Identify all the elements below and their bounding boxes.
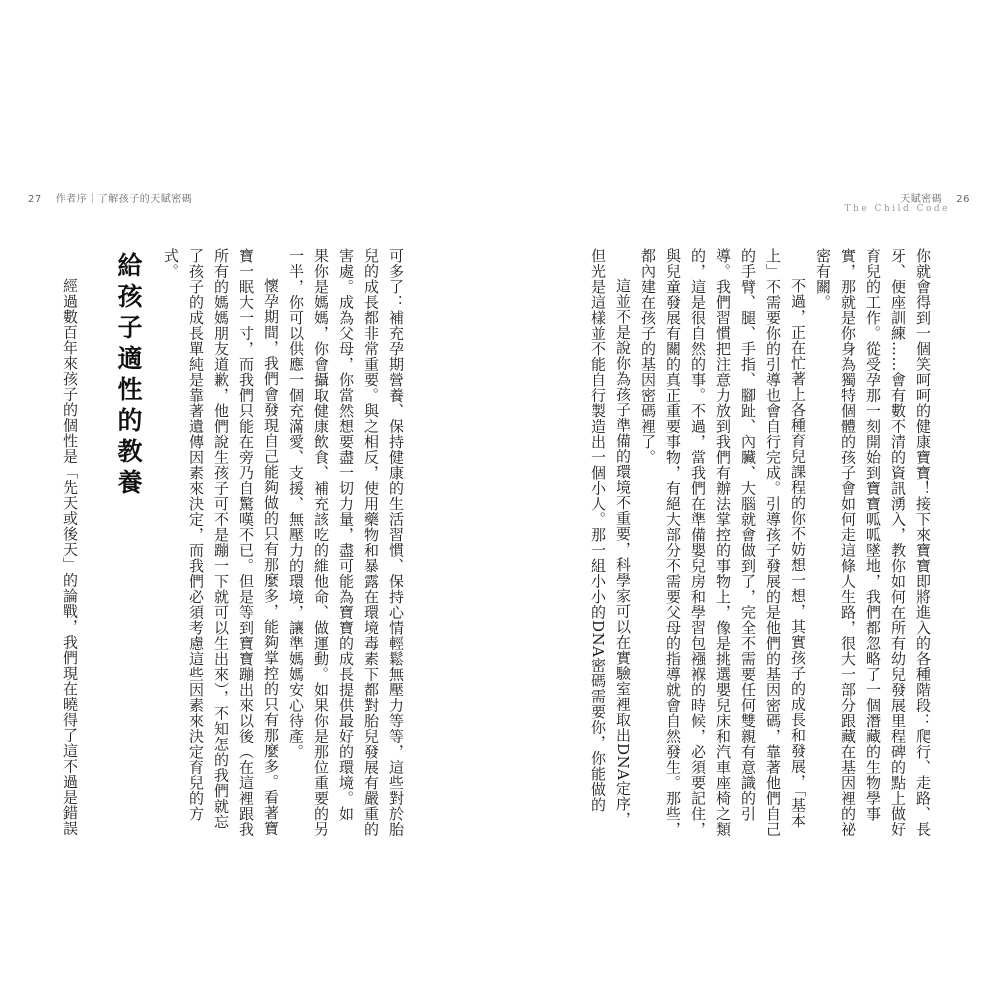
right-running-title: 天賦密碼 — [900, 194, 943, 205]
left-page-number: 27 — [28, 194, 42, 205]
text-column: 了孩子的成長單純是靠著遺傳因素來決定，而我們必須考慮這些因素來決定育兒的方 — [187, 248, 205, 822]
text-column: 與兒童發展有關的真正重要事物，有絕大部分不需要父母的指導就會自然發生。那些， — [664, 248, 682, 837]
text-column: 所有的媽媽朋友道歉，他們說生孩子可不是蹦一下就可以生出來），不知怎的我們就忘 — [212, 248, 230, 830]
right-running-title-english: The Child Code — [844, 204, 950, 214]
text-column: 實，那就是你身為獨特個體的孩子會如何走這條人生路，很大一部分跟藏在基因裡的祕 — [839, 248, 857, 837]
text-column: 上」不需要你的引導也會自行完成。引導孩子發展的是他們的基因密碼，靠著他們自己 — [764, 248, 782, 837]
text-column: 寶一眠大一寸，而我們只能在旁乃自驚嘆不已。但是等到寶寶蹦出來以後（在這裡跟我 — [237, 248, 255, 837]
text-column: 懷孕期間，我們會發現自己能夠做的只有那麼多，能夠掌控的只有那麼多。看著寶 — [262, 278, 280, 836]
text-column: 導。我們習慣把注意力放到我們有辦法掌控的事物上，像是挑選嬰兒床和汽車座椅之類 — [714, 248, 732, 837]
text-column: 都內建在孩子的基因密碼裡了。 — [639, 248, 657, 465]
text-column: 經過數百年來孩子的個性是「先天或後天」的論戰，我們現在曉得了這不過是錯誤 — [61, 278, 79, 836]
text-column: 兒的成長都非常重要。與之相反，使用藥物和暴露在環境毒素下都對胎兒發展有嚴重的 — [362, 248, 380, 837]
text-column: 式。 — [162, 248, 180, 279]
text-column: 的，這是很自然的事。不過，當我們在準備嬰兒房和學習包襁褓的時候，必須要記住， — [689, 248, 707, 837]
text-column: 但光是這樣並不能自行製造出一個小人。那一組小小的DNA密碼需要你，你能做的 — [589, 248, 607, 813]
text-column: 害處。成為父母，你當然想要盡一切力量，盡可能為寶寶的成長提供最好的環境。如 — [337, 248, 355, 822]
left-page-header — [28, 190, 192, 205]
text-column: 的手臂、腿、手指、腳趾、內臟、大腦就會做到了，完全不需要任何雙親有意識的引 — [739, 248, 757, 822]
text-column: 這並不是說你為孩子準備的環境不重要，科學家可以在實驗室裡取出DNA定序， — [614, 278, 632, 827]
text-column: 不過，正在忙著上各種育兒課程的你不妨想一想，其實孩子的成長和發展，「基本 — [789, 278, 807, 829]
right-page-number: 26 — [956, 194, 970, 205]
text-column: 育兒的工作。從受孕那一刻開始到寶寶呱呱墜地，我們都忽略了一個潛藏的生物學事 — [864, 248, 882, 822]
text-column: 一半，你可以供應一個充滿愛、支援、無壓力的環境，讓準媽媽安心待產。 — [287, 248, 305, 760]
text-column: 你就會得到一個笑呵呵的健康寶寶！接下來寶寶即將進入的各種階段：爬行、走路、長 — [914, 248, 932, 837]
right-page-header — [900, 190, 970, 205]
text-column: 牙、便座訓練……會有數不清的資訊湧入，教你如何在所有幼兒發展里程碑的點上做好 — [889, 248, 907, 837]
text-column: 可多了：補充孕期營養、保持健康的生活習慣、保持心情輕鬆無壓力等等，這些對於胎 — [387, 248, 405, 837]
text-column: 密有關。 — [814, 248, 832, 310]
text-column: 果你是媽媽，你會攝取健康飲食、補充該吃的維他命、做運動。如果你是那位重要的另 — [312, 248, 330, 837]
section-heading: 給孩子適性的教養 — [114, 252, 143, 500]
left-running-title: 作者序｜了解孩子的天賦密碼 — [55, 194, 193, 205]
